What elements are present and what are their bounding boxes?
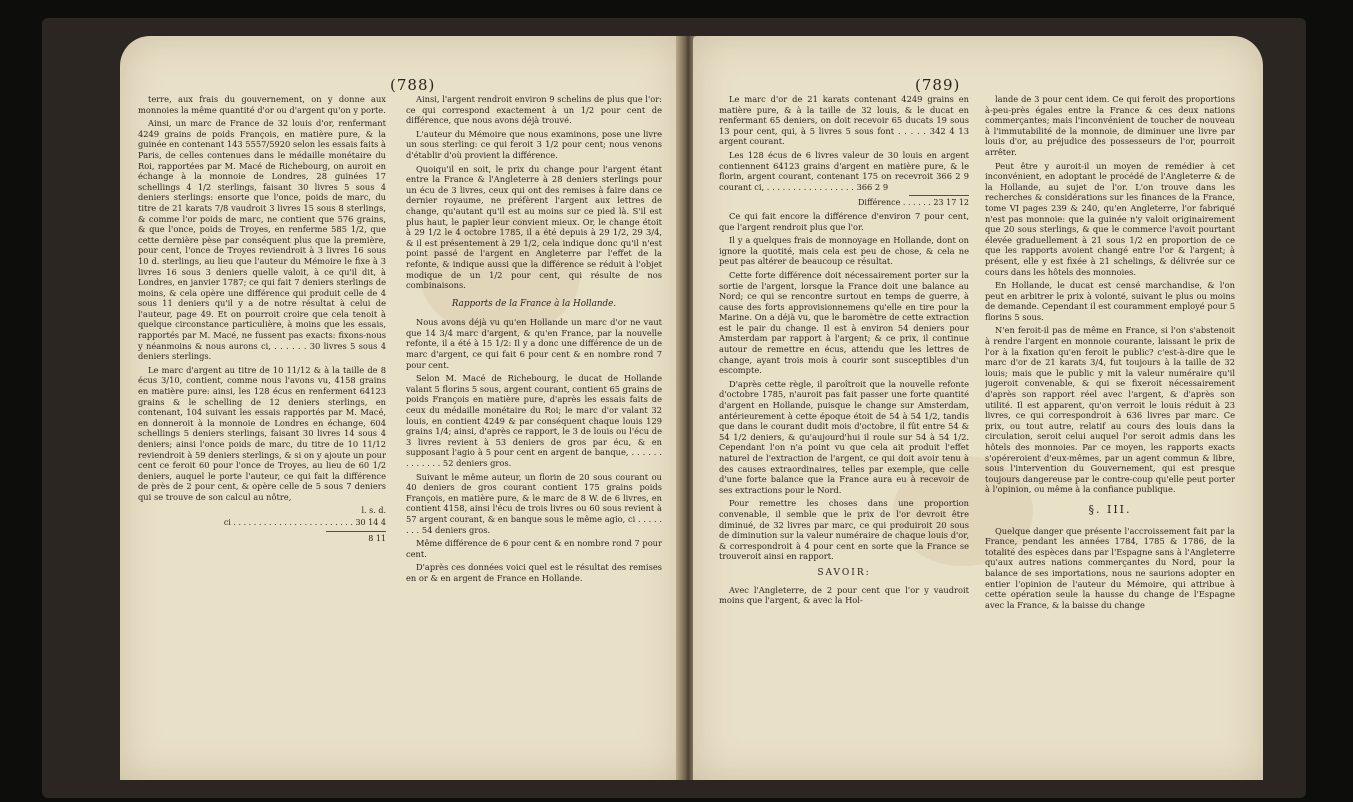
paragraph: Ce qui fait encore la différence d'environ 7 pour cent, que l'argent rendroit plus que l'or. (719, 210, 969, 232)
paragraph: N'en feroit-il pas de même en France, si l'on s'abstenoit à rendre l'argent en monnoie courante, laissant le prix de l'or à la fixation qu'en feroit le public? c'est-à-dire que le marc d'or de 21 karats 3/4, fut toujours à la taille de 32 louis; mais que le public y mit la valeur numéraire qu'il jugeroit convenable, & qui se fixeroit nécessairement d'après son rapport réel avec l'argent, & d'après son utilité. Il est apparent, qu'on verroit le louis réduit à 23 livres, ce qui correspondroit à 636 livres par marc. Ce prix, ou tout autre, relatif au cours des louis dans la circulation, seroit celui auquel l'or seroit admis dans les hôtels des monnoies. Par ce moyen, les rapports exacts s'opéreroient d'eux-mêmes, par un agent commun & libre, sous l'intervention du Gouvernement, qui est presque toujours dangereuse par le contre-coup qu'elle peut porter à l'opinion, ou même à la confiance publique. (985, 325, 1235, 495)
paragraph: Ainsi, un marc de France de 32 louis d'or, renfermant 4249 grains de poids François, en matière pure, & la guinée en contenant 143 5557/5920 selon les essais faits à Paris, de celles contenues dans le médaille monétaire du Roi, rapportées par M. Macé de Richebourg, on auroit en échange à la monnoie de Londres, 28 guinées 17 schellings 4 1/2 sterlings, faisant 30 livres 5 sous 4 deniers sterlings: ensorte que l'once, poids de marc, du titre de 21 karats 7/8 vaudroit 3 livres 15 sous 8 sterlings, & comme l'or poids de marc, ne contient que 576 grains, & que l'once, poids de Troyes, en renferme 585 1/2, que cette dernière pèse par conséquent plus que la première, pour cent, l'once de Troyes reviendroit à 3 livres 16 sous 10 d. sterlings, au lieu que l'auteur du Mémoire le fixe à 3 livres 16 sous 3 deniers quelle valoit, à ce qu'il dit, à Londres, en janvier 1787; ce qui fait 7 deniers sterlings de moins, & cela opère une différence qui produit celle de 4 sous 11 deniers qu'il y a de notre résultat à celui de l'auteur, page 49. Et on pourroit croire que cela tenoit à quelque circonstance particulière, à moins que les essais, rapportés par M. Macé, ne fussent pas exacts: fixons-nous y néanmoins & nous aurons ci, . . . . . . 30 livres 5 sous 4 deniers sterlings. (138, 118, 386, 362)
paragraph: Le marc d'or de 21 karats contenant 4249 grains en matière pure, & à la taille de 32 louis, & le ducat en renfermant 65 deniers, on doit recevoir 65 ducats 19 sous 13 pour cent, qui, à 5 livres 5 sous font . . . . . 342 4 13 argent courant. (719, 94, 969, 147)
right-column-1 (719, 94, 969, 774)
paragraph: D'après ces données voici quel est le résultat des remises en or & en argent de France en Hollande. (406, 562, 662, 583)
paragraph: Quelque danger que présente l'accroissement fait par la France, pendant les années 1784, 1785 & 1786, de la totalité des espèces dans par l'Espagne sans à l'Angleterre qu'aux autres nations commerçantes du Nord, pour la balance de ses importations, nous ne saurions adopter en entier l'opinion de l'auteur du Mémoire, qui attribue à cette opération seule la hausse du change de l'Espagne avec la France, & la baisse du change (985, 525, 1235, 610)
page-number: (788) (390, 76, 436, 94)
paragraph: Pour remettre les choses dans une proportion convenable, il semble que le prix de l'or devroit être diminué, de 32 livres par marc, ce qui produiroit 20 sous de diminution sur la valeur numéraire de chaque louis d'or, & correspondroit à 4 pour cent en sorte que la France se trouveroit ainsi en rapport. (719, 498, 969, 562)
paragraph: Ainsi, l'argent rendroit environ 9 schelins de plus que l'or: ce qui correspond exactement à un 1/2 pour cent de différence, que nous avons déjà trouvé. (406, 94, 662, 126)
paragraph: Le marc d'argent au titre de 10 11/12 & à la taille de 8 écus 3/10, contient, comme nous l'avons vu, 4158 grains en matière pure: ainsi, les 128 écus en renferment 64123 grains & le schelling de 12 deniers sterlings, en contenant, 104 suivant les essais rapportés par M. Macé, en donneroit à la monnoie de Londres en échange, 604 schellings 5 deniers sterlings, faisant 30 livres 14 sous 4 deniers; ainsi l'once poids de marc, du titre de 10 11/12 reviendroit à 59 deniers sterlings, & si on y ajoute un pour cent ce feroit 60 pour l'once de Troyes, au lieu de 60 1/2 deniers, auquel le porte l'auteur, ce qui fait la différence de près de 2 pour cent, & opère celle de 5 sous 7 deniers qui se trouve de son calcul au nôtre, (138, 364, 386, 502)
paragraph: Même différence de 6 pour cent & en nombre rond 7 pour cent. (406, 538, 662, 559)
calc-header: l. s. d. (361, 505, 386, 515)
paragraph: lande de 3 pour cent idem. Ce qui feroit des proportions à-peu-près égales entre la France & ces deux nations commerçantes; mais l'inconvénient de toucher de nouveau à l'immutabilité de la monnoie, de diminuer une livre par louis d'or, au préjudice des possesseurs de l'or, pourroit arrêter. (985, 94, 1235, 157)
right-column-2 (985, 94, 1235, 774)
paragraph: Nous avons déjà vu qu'en Hollande un marc d'or ne vaut que 14 3/4 marc d'argent, & qu'en France, par la nouvelle refonte, il a été à 15 1/2: Il y a donc une différence de un de marc d'argent, ce qui fait 6 pour cent & en nombre rond 7 pour cent. (406, 317, 662, 370)
savoir-heading: SAVOIR: (817, 567, 871, 578)
paragraph: Les 128 écus de 6 livres valeur de 30 louis en argent contiennent 64123 grains d'argent en matière pure, & le florin, argent courant, contenant 175 on recevroit 366 2 9 courant ci, . . . . . . . . . . . . . . . . . 366 2 9 (719, 149, 969, 192)
section-heading: Rapports de la France à la Hollande. (451, 298, 617, 309)
paragraph: Peut être y auroit-il un moyen de remédier à cet inconvénient, en adoptant le procédé de l'Angleterre & de la Hollande, au sujet de l'or. L'on trouve dans les recherches & considérations sur les finances de la France, tome VI pages 239 & 240, qu'en Angleterre, l'or fabriqué n'est pas monnoie: que la guinée n'y valoit originairement que 20 sous sterlings, & que le commerce l'avoit pourtant élevée graduellement à 21 sous 1/2 en proportion de ce que les rapports avoient changé entre l'or & l'argent; à présent, elle y est fixée à 21 schelings, & délivrée sur ce cours dans les hôtels des monnoies. (985, 160, 1235, 277)
left-column-1 (138, 94, 386, 774)
paragraph: Il y a quelques frais de monnoyage en Hollande, dont on ignore la quotité, mais cela est peu de chose, & cela ne peut pas altérer de beaucoup ce résultat. (719, 235, 969, 267)
paragraph: Selon M. Macé de Richebourg, le ducat de Hollande valant 5 florins 5 sous, argent courant, contient 65 grains de poids François en matière pure, d'après les essais faits de ceux du médaille monétaire du Roi; le marc d'or valant 32 louis, en contient 4249 & par conséquent chaque louis 129 grains 1/4; ainsi, d'après ce rapport, le 3 de louis ou l'écu de 3 livres revient à 53 deniers de gros par écu, & en supposant l'agio à 5 pour cent en argent de banque, . . . . . . . . . . . . . 52 deniers gros. (406, 373, 662, 468)
paragraph: Cette forte différence doit nécessairement porter sur la sortie de l'argent, lorsque la France doit une balance au Nord; ce qui se rencontre surtout en temps de guerre, à cause des forts approvisionnemens qu'elle en tire pour la Marine. On a déjà vu, que le baromètre de cette extraction est le pair du change. Il est à environ 54 deniers pour Amsterdam par rapport à l'argent; & ce prix, il continue autour de remettre en écus, attendu que les lettres de change, ayant trois mois à courir sont susceptibles d'un escompte. (719, 269, 969, 376)
section-number: §. III. (1088, 502, 1132, 516)
paragraph: terre, aux frais du gouvernement, on y donne aux monnoies la même quantité d'or ou d'argent qu'on y porte. (138, 94, 386, 115)
page-number: (789) (915, 76, 961, 94)
difference-line: Différence . . . . . . 23 17 12 (858, 198, 969, 208)
paragraph: D'après cette règle, il paroîtroit que la nouvelle refonte d'octobre 1785, n'auroit pas fait passer une forte quantité d'argent en Hollande, puisque le change sur Amsterdam, antérieurement à cette époque étoit de 54 à 54 1/2, tandis que dans le courant dudit mois d'octobre, il fût entre 54 & 54 1/2 deniers, & qu'aujourd'hui il roule sur 54 à 54 1/2. Cependant l'on n'a point vu que cela ait produit l'effet naturel de l'extraction de l'argent, ce qui doit avoir tenu à des causes extraordinaires, telles par exemple, que celle d'une forte balance que la France aura eu à recevoir de ses extractions pour le Nord. (719, 378, 969, 495)
paragraph: En Hollande, le ducat est censé marchandise, & l'on peut en arbitrer le prix à volonté, suivant le plus ou moins de demande. Cependant il est couramment employé pour 5 florins 5 sous. (985, 280, 1235, 322)
paragraph: Suivant le même auteur, un florin de 20 sous courant ou 40 deniers de gros courant contient 175 grains poids François, en matière pure, & le marc de 8 W. de 6 livres, en contient 4158, ainsi l'écu de trois livres ou 60 sous revient à 57 argent courant, & en banque sous le même agio, ci . . . . . . . . 54 deniers gros. (406, 471, 662, 535)
calc-rule (909, 195, 969, 196)
calc-line: ci . . . . . . . . . . . . . . . . . . . . . . . . 30 14 4 (223, 518, 386, 528)
calc-rule (326, 531, 386, 532)
paragraph: Avec l'Angleterre, de 2 pour cent que l'or y vaudroit moins que l'argent, & avec la Hol- (719, 584, 969, 606)
paragraph: Quoiqu'il en soit, le prix du change pour l'argent étant entre la France & l'Angleterre à 28 deniers sterlings pour un écu de 3 livres, ceux qui ont des remises à faire dans ce dernier royaume, ne préfèrent l'argent aux lettres de change, qu'autant qu'il est au moins sur ce pied là. S'il est plus haut, le papier leur convient mieux. Or, le change étoit à 29 1/2 le 4 octobre 1785, il a été depuis à 29 1/2, 29 3/4, & il est présentement à 29 1/2, cela indique donc qu'il n'est point passé de l'argent en Angleterre par l'effet de la refonte, & indique aussi que la différence se réduit à l'objet modique de un 1/2 pour cent, qui résulte de nos combinaisons. (406, 163, 662, 291)
paragraph: L'auteur du Mémoire que nous examinons, pose une livre un sous sterling: ce qui feroit 3 1/2 pour cent; nous venons d'établir d'où provient la différence. (406, 128, 662, 160)
calc-total: 8 11 (368, 533, 386, 543)
left-column-2 (406, 94, 662, 774)
left-page (120, 36, 680, 780)
right-page (693, 36, 1263, 780)
